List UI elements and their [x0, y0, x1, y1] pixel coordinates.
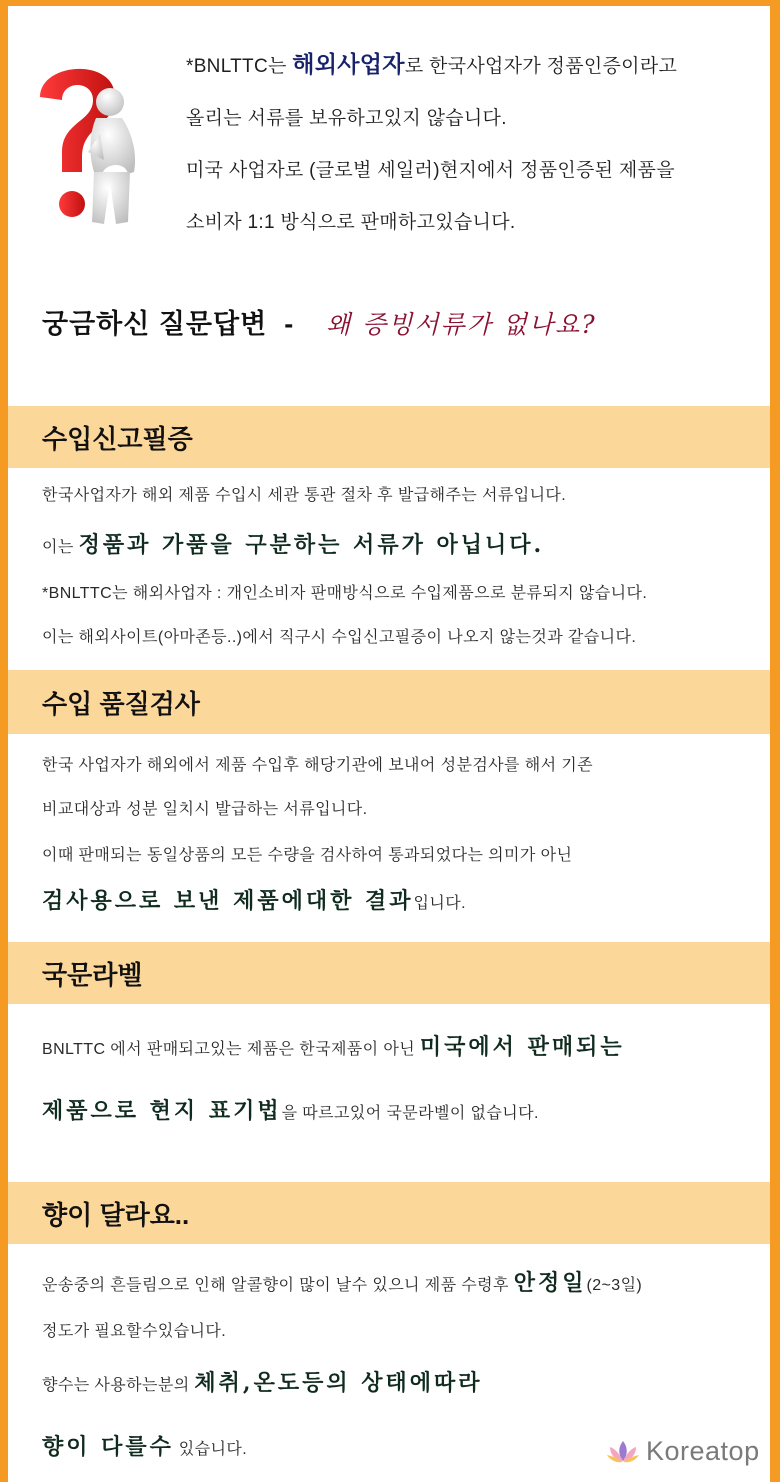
label-para-1-a: BNLTTC 에서 판매되고있는 제품은 한국제품이 아닌 [42, 1041, 420, 1058]
intro-line4: 소비자 1:1 방식으로 판매하고있습니다. [186, 212, 516, 233]
import-para-2-highlight: 정품과 가품을 구분하는 서류가 아닙니다. [78, 532, 545, 558]
label-para-2 [42, 1094, 539, 1125]
quality-para-2: 비교대상과 성분 일치시 발급하는 서류입니다. [42, 801, 368, 818]
koreatop-logo [606, 1436, 760, 1467]
lotus-icon [606, 1439, 640, 1465]
scent-para-3-highlight: 체취,온도등의 상태에따라 [194, 1370, 483, 1396]
question-mark-figure-icon [30, 52, 142, 232]
scent-para-1-b: (2~3일) [586, 1277, 643, 1294]
import-para-2-a: 이는 [42, 539, 79, 556]
intro-block [30, 30, 770, 250]
faq-title-text: 궁금하신 질문답변 [42, 309, 268, 339]
scent-para-1-highlight: 안정일 [513, 1270, 587, 1296]
scent-para-4 [42, 1430, 247, 1461]
intro-highlight-overseas-business: 해외사업자 [292, 51, 405, 77]
import-para-1: 한국사업자가 해외 제품 수입시 세관 통관 절차 후 발급해주는 서류입니다. [42, 487, 567, 504]
faq-dash: - [284, 309, 295, 339]
scent-para-1-a: 운송중의 흔들림으로 인해 알콜향이 많이 날수 있으니 제품 수령후 [42, 1277, 514, 1294]
intro-text [186, 38, 776, 249]
import-para-4: 이는 해외사이트(아마존등..)에서 직구시 수입신고필증이 나오지 않는것과 같습니다. [42, 629, 637, 646]
label-para-2-b: 을 따르고있어 국문라벨이 없습니다. [281, 1105, 539, 1122]
faq-title [42, 302, 294, 341]
intro-line1-a: *BNLTTC는 [186, 56, 293, 77]
quality-para-1: 한국 사업자가 해외에서 제품 수입후 해당기관에 보내어 성분검사를 해서 기존 [42, 757, 594, 774]
section-quality-header: 수입 품질검사 [8, 670, 770, 734]
scent-para-3-a: 향수는 사용하는분의 [42, 1377, 195, 1394]
scent-para-3 [42, 1366, 483, 1397]
intro-line3: 미국 사업자로 (글로벌 세일러)현지에서 정품인증된 제품을 [186, 160, 675, 181]
import-para-2 [42, 528, 544, 559]
intro-line1-b: 로 한국사업자가 정품인증이라고 [404, 56, 678, 77]
scent-para-4-highlight: 향이 다를수 [42, 1434, 174, 1460]
scent-para-4-b: 있습니다. [173, 1441, 248, 1458]
label-para-2-highlight: 제품으로 현지 표기법 [42, 1098, 282, 1124]
quality-para-4 [42, 884, 466, 915]
quality-para-3: 이때 판매되는 동일상품의 모든 수량을 검사하여 통과되었다는 의미가 아닌 [42, 847, 573, 864]
quality-para-4-b: 입니다. [413, 895, 466, 912]
intro-line2: 올리는 서류를 보유하고있지 않습니다. [186, 108, 507, 129]
scent-para-1 [42, 1266, 642, 1297]
label-para-1-highlight: 미국에서 판매되는 [419, 1034, 625, 1060]
section-import-header: 수입신고필증 [8, 406, 770, 468]
quality-para-4-highlight: 검사용으로 보낸 제품에대한 결과 [42, 888, 414, 914]
logo-text: Koreatop [646, 1436, 760, 1466]
faq-subtitle: 왜 증빙서류가 없나요? [326, 310, 597, 339]
label-para-1 [42, 1030, 625, 1061]
section-label-header: 국문라벨 [8, 942, 770, 1004]
import-para-3: *BNLTTC는 해외사업자 : 개인소비자 판매방식으로 수입제품으로 분류되지 않습니다. [42, 585, 648, 602]
section-scent-header: 향이 달라요.. [8, 1182, 770, 1244]
scent-para-2: 정도가 필요할수있습니다. [42, 1323, 227, 1340]
